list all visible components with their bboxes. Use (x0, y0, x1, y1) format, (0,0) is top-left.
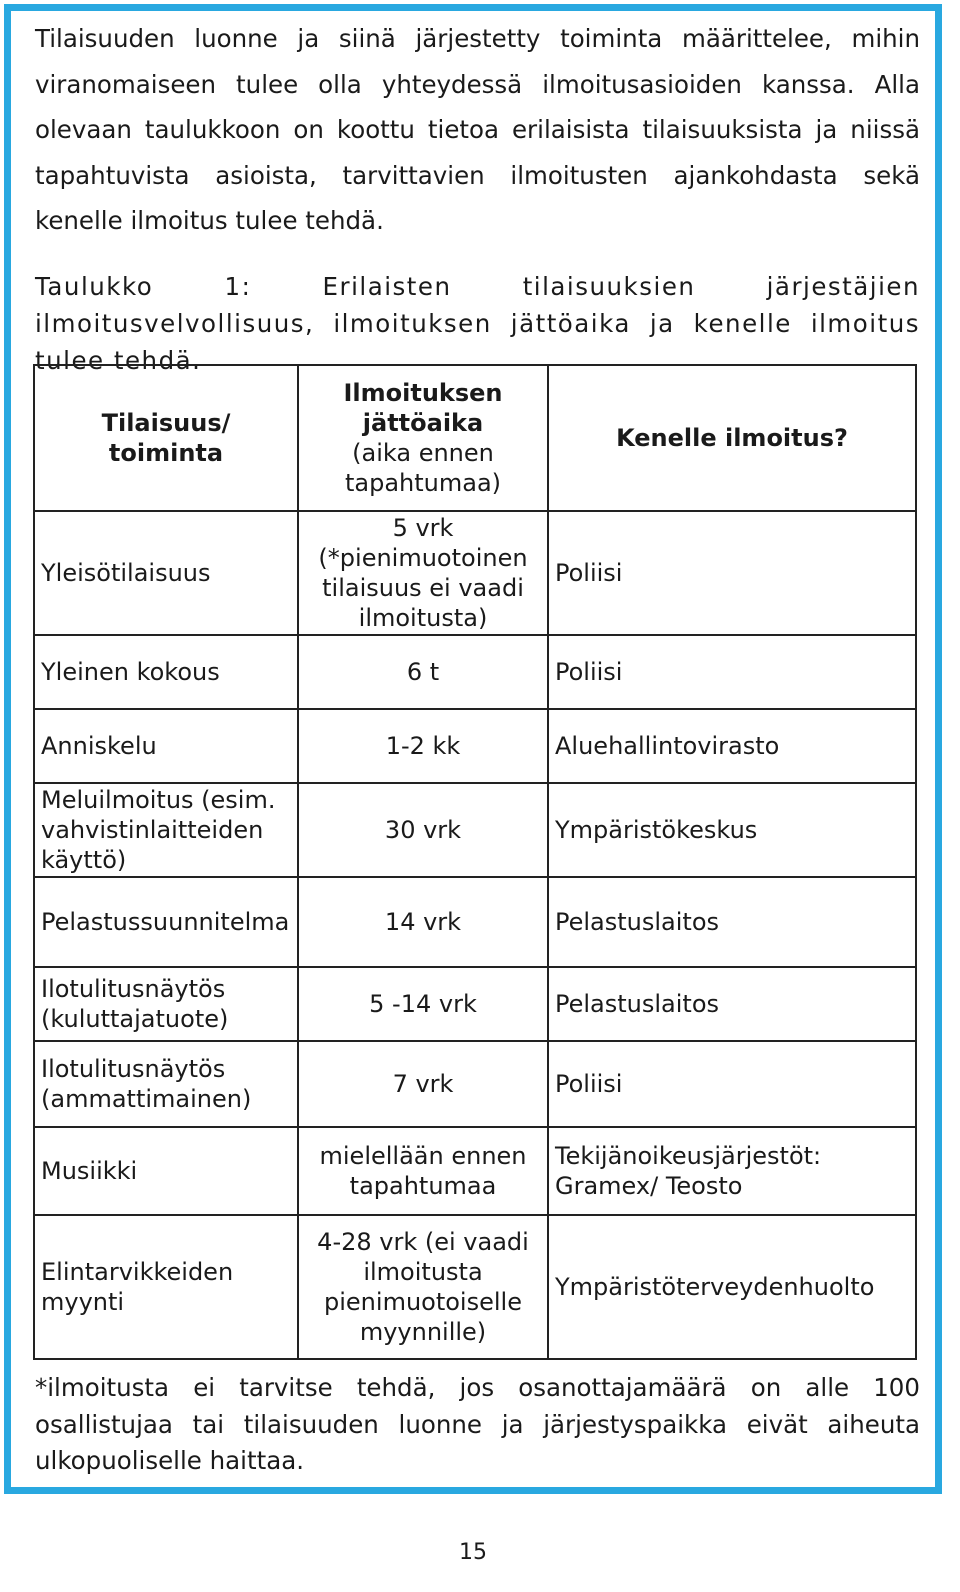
table-row (34, 709, 916, 783)
event-cell: Musiikki (34, 1127, 298, 1215)
time-cell: 5 -14 vrk (298, 967, 548, 1041)
event-cell: Anniskelu (34, 709, 298, 783)
event-cell: Meluilmoitus (esim. vahvistinlaitteiden käyttö) (34, 783, 298, 877)
event-cell: Elintarvikkeiden myynti (34, 1215, 298, 1359)
header-time (298, 365, 548, 511)
table-row (34, 635, 916, 709)
header-event-label: Tilaisuus/ toiminta (101, 409, 231, 467)
time-cell: 30 vrk (298, 783, 548, 877)
time-cell: 4-28 vrk (ei vaadi ilmoitusta pienimuotoiselle myynnille) (298, 1215, 548, 1359)
time-cell: 14 vrk (298, 877, 548, 967)
recipient-cell: Pelastuslaitos (548, 877, 916, 967)
table-row (34, 511, 916, 635)
recipient-cell: Poliisi (548, 635, 916, 709)
recipient-cell: Ympäristökeskus (548, 783, 916, 877)
notification-table (33, 364, 917, 1360)
table-row (34, 967, 916, 1041)
recipient-cell: Tekijänoikeusjärjestöt: Gramex/ Teosto (548, 1127, 916, 1215)
table-row (34, 1041, 916, 1127)
time-cell: 5 vrk (*pienimuotoinen tilaisuus ei vaadi ilmoitusta) (298, 511, 548, 635)
table-row (34, 1127, 916, 1215)
event-cell: Ilotulitusnäytös (kuluttajatuote) (34, 967, 298, 1041)
time-cell: mielellään ennen tapahtumaa (298, 1127, 548, 1215)
intro-paragraph: Tilaisuuden luonne ja siinä järjestetty toiminta määrittelee, mihin viranomaiseen tulee olla yhteydessä ilmoitusasioiden kanssa. Alla olevaan taulukkoon on koottu tietoa erilaisista tilaisuuksista ja niissä tapahtuvista asioista, tarvittavien ilmoitusten ajankohdasta sekä kenelle ilmoitus tulee tehdä. (35, 24, 920, 235)
event-cell: Yleisötilaisuus (34, 511, 298, 635)
recipient-cell: Ympäristöterveydenhuolto (548, 1215, 916, 1359)
recipient-cell: Poliisi (548, 1041, 916, 1127)
time-cell: 7 vrk (298, 1041, 548, 1127)
table-row (34, 877, 916, 967)
event-cell: Ilotulitusnäytös (ammattimainen) (34, 1041, 298, 1127)
header-time-note: (aika ennen tapahtumaa) (344, 439, 502, 497)
event-cell: Pelastussuunnitelma (34, 877, 298, 967)
event-cell: Yleinen kokous (34, 635, 298, 709)
header-time-label: Ilmoituksen jättöaika (343, 379, 503, 437)
recipient-cell: Aluehallintovirasto (548, 709, 916, 783)
time-cell: 6 t (298, 635, 548, 709)
table-header-row (34, 365, 916, 511)
table-row (34, 1215, 916, 1359)
footnote: *ilmoitusta ei tarvitse tehdä, jos osanottajamäärä on alle 100 osallistujaa tai tilaisuuden luonne ja järjestyspaikka eivät aiheuta ulkopuoliselle haittaa. (35, 1373, 920, 1475)
table-row (34, 783, 916, 877)
recipient-cell: Poliisi (548, 511, 916, 635)
page-number: 15 (459, 1540, 487, 1565)
time-cell: 1-2 kk (298, 709, 548, 783)
table-caption: Taulukko 1: Erilaisten tilaisuuksien järjestäjien ilmoitusvelvollisuus, ilmoituksen jättöaika ja kenelle ilmoitus tulee tehdä. (35, 272, 920, 375)
recipient-cell: Pelastuslaitos (548, 967, 916, 1041)
header-recipient: Kenelle ilmoitus? (548, 365, 916, 511)
header-event (34, 365, 298, 511)
